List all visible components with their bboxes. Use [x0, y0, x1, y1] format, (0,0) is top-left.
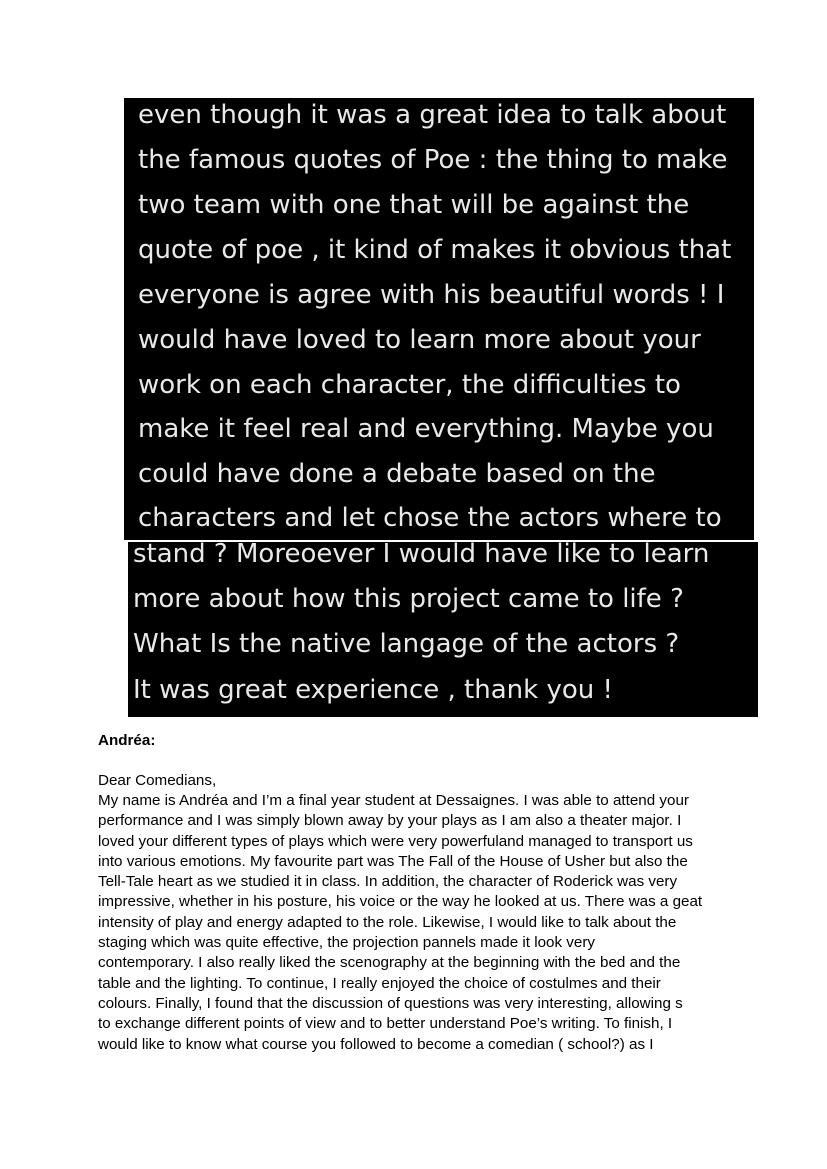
letter-body-line: contemporary. I also really liked the scenography at the beginning with the bed and the — [98, 954, 681, 972]
letter-body-line: My name is Andréa and I’m a final year student at Dessaignes. I was able to attend your — [98, 792, 689, 809]
screenshot-text-line: the famous quotes of Poe : the thing to make — [138, 145, 728, 175]
letter-body-line: loved your different types of plays which were very powerfuland managed to transport us — [98, 832, 693, 850]
screenshot-text-line: would have loved to learn more about your — [138, 325, 701, 355]
screenshot-text-line: everyone is agree with his beautiful words ! I — [138, 280, 725, 310]
screenshot-image-top — [124, 98, 754, 540]
letter-body-line: performance and I was simply blown away by your plays as I am also a theater major. I — [98, 812, 682, 830]
screenshot-text-line: work on each character, the difficulties to — [138, 370, 681, 400]
letter-body-line: intensity of play and energy adapted to the role. Likewise, I would like to talk about the — [98, 913, 677, 931]
letter-body-line: into various emotions. My favourite part was The Fall of the House of Usher but also the — [98, 852, 688, 870]
letter-body-line: to exchange different points of view and to better understand Poe’s writing. To finish, I — [98, 1015, 673, 1033]
screenshot-text-line: even though it was a great idea to talk about — [138, 100, 727, 130]
screenshot-text-line: What Is the native langage of the actors ? — [133, 629, 680, 659]
letter-body-line: Tell-Tale heart as we studied it in class. In addition, the character of Roderick was very — [98, 873, 678, 891]
screenshot-text-line: could have done a debate based on the — [138, 459, 656, 489]
letter-body-line: would like to know what course you followed to become a comedian ( school?) as I — [98, 1035, 654, 1053]
screenshot-text-line: two team with one that will be against the — [138, 190, 690, 220]
letter-body-line: impressive, whether in his posture, his voice or the way he looked at us. There was a geat — [98, 893, 703, 911]
letter-body — [98, 791, 748, 1055]
screenshot-text-line: quote of poe , it kind of makes it obvious that — [138, 235, 732, 265]
letter-body-line: table and the lighting. To continue, I really enjoyed the choice of costulmes and their — [98, 974, 661, 992]
letter-body-line: colours. Finally, I found that the discussion of questions was very interesting, allowing s — [98, 994, 683, 1012]
screenshot-text-line: make it feel real and everything. Maybe you — [138, 414, 714, 444]
letter-body-line: staging which was quite effective, the projection pannels made it look very — [98, 934, 595, 952]
speaker-name: Andréa: — [98, 732, 156, 749]
screenshot-text-line: characters and let chose the actors where to — [138, 503, 722, 533]
letter-salutation: Dear Comedians, — [98, 772, 217, 789]
screenshot-image-bottom — [128, 542, 758, 717]
screenshot-text-line: stand ? Moreoever I would have like to learn — [133, 542, 710, 569]
screenshot-text-line: It was great experience , thank you ! — [133, 675, 613, 705]
screenshot-text-line: more about how this project came to life ? — [133, 584, 684, 614]
